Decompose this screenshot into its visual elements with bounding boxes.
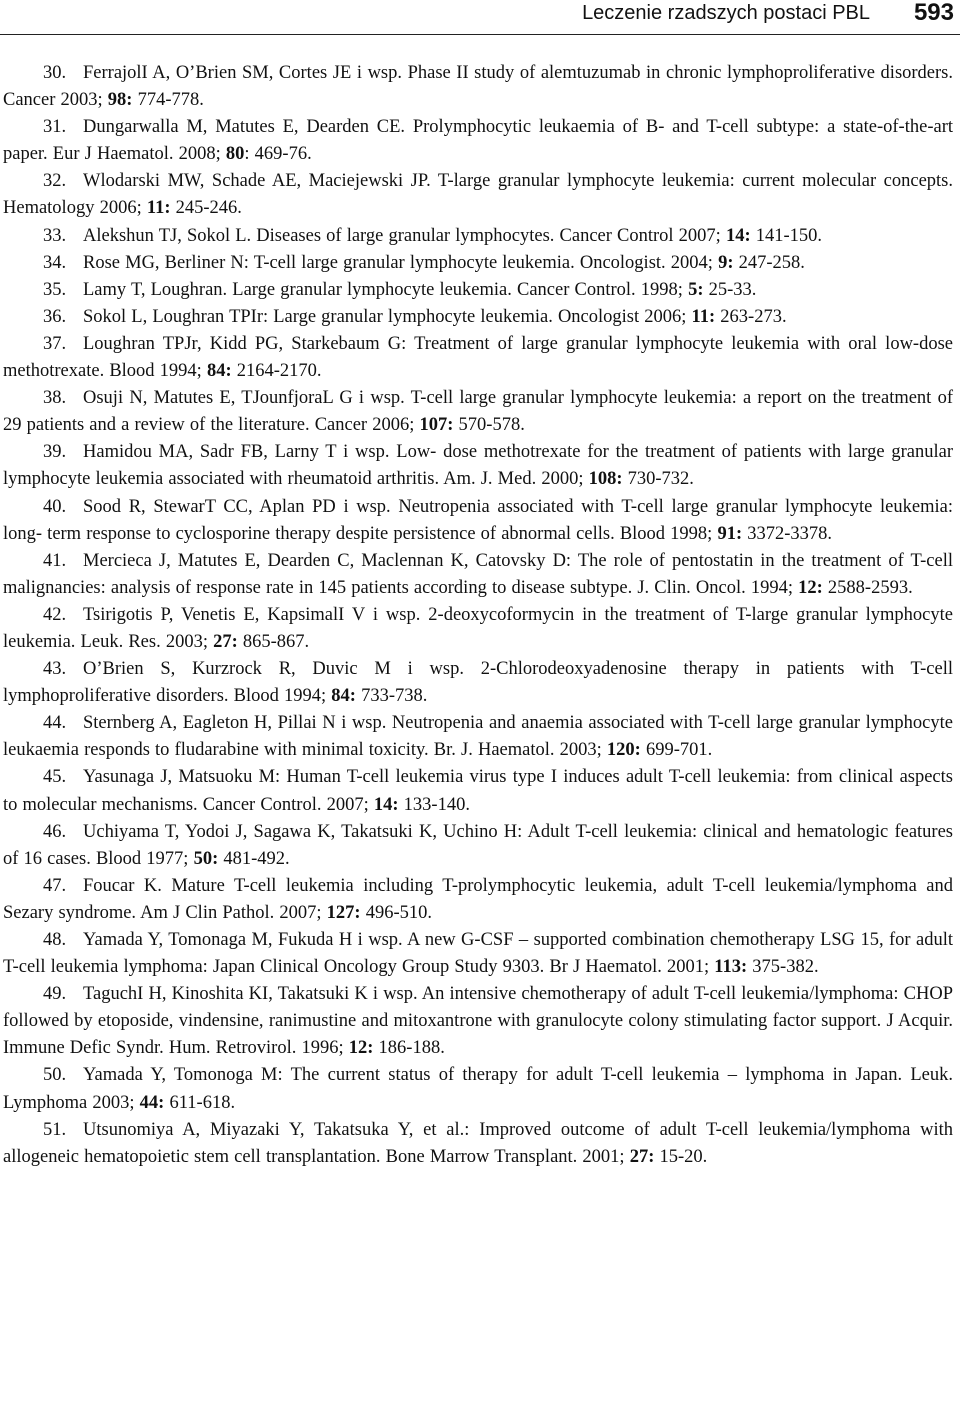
reference-volume: 14: [725,225,751,246]
reference-number: 46. [43,821,67,842]
running-header [0,0,960,37]
reference-volume: 50: [193,848,219,869]
reference-volume: 127: [326,902,361,923]
reference-text: 570-578. [453,415,525,436]
reference-text: Alekshun TJ, Sokol L. Diseases of large granular lymphocytes. Cancer Control 2007; [83,225,726,246]
reference-item [3,656,953,710]
reference-item [3,168,953,222]
reference-text: 245-246. [170,198,242,219]
reference-text: 25-33. [703,279,757,300]
reference-number: 49. [43,984,67,1005]
reference-number: 30. [43,63,67,83]
reference-text: Rose MG, Berliner N: T-cell large granular lymphocyte leukemia. Oncologist. 2004; [83,252,719,273]
reference-text: : 469-76. [244,144,312,165]
reference-text: Uchiyama T, Yodoi J, Sagawa K, Takatsuki K, Uchino H: Adult T-cell leukemia: clinical and hematologic features of 16 cases. Blood 1977; [3,821,953,869]
reference-text: Hamidou MA, Sadr FB, Larny T i wsp. Low- dose methotrexate for the treatment of patients with large granular lymphocyte leukemia associated with rheumatoid arthritis. Am. J. Med. 2000; [3,442,953,490]
reference-volume: 11: [146,198,171,219]
reference-item [3,60,953,114]
reference-volume: 84: [206,361,232,382]
reference-number: 40. [43,496,67,517]
reference-text: Utsunomiya A, Miyazaki Y, Takatsuka Y, et al.: Improved outcome of adult T-cell leukemia/lymphoma with allogeneic hematopoietic stem cell transplantation. Bone Marrow Transplant. 2001; [3,1119,953,1167]
reference-text: Tsirigotis P, Venetis E, KapsimalI V i wsp. 2-deoxycoformycin in the treatment of T-large granular lymphocyte leukemia. Leuk. Res. 2003; [3,604,953,652]
reference-number: 34. [43,252,67,273]
reference-item [3,223,953,250]
reference-text: 774-778. [132,90,204,111]
reference-text: Wlodarski MW, Schade AE, Maciejewski JP. T-large granular lymphocyte leukemia: current molecular concepts. Hematology 2006; [3,171,953,219]
reference-volume: 91: [717,523,743,544]
reference-text: Sokol L, Loughran TPIr: Large granular lymphocyte leukemia. Oncologist 2006; [83,306,692,327]
reference-volume: 107: [419,415,454,436]
reference-text: FerrajolI A, O’Brien SM, Cortes JE i wsp. Phase II study of alemtuzumab in chronic lymphoproliferative disorders. Cancer 2003; [3,63,953,111]
reference-item [3,439,953,493]
reference-item [3,927,953,981]
reference-text: 2164-2170. [231,361,322,382]
reference-number: 44. [43,713,67,734]
reference-number: 50. [43,1065,67,1086]
reference-list [3,60,953,1171]
reference-volume: 12: [348,1038,374,1059]
reference-text: 15-20. [654,1146,708,1167]
reference-volume: 84: [331,686,356,707]
header-divider [0,34,960,35]
reference-number: 36. [43,306,67,327]
reference-text: O’Brien S, Kurzrock R, Duvic M i wsp. 2-Chlorodeoxyadenosine therapy in patients with T-cell lymphoproliferative disorders. Blood 1994; [3,659,953,707]
reference-number: 51. [43,1119,67,1140]
reference-volume: 27: [629,1146,655,1167]
reference-number: 41. [43,550,67,571]
reference-number: 47. [43,875,67,896]
reference-item [3,331,953,385]
reference-volume: 9: [718,252,734,273]
reference-text: 733-738. [355,686,428,707]
reference-text: Dungarwalla M, Matutes E, Dearden CE. Prolymphocytic leukaemia of B- and T-cell subtype: a state-of-the-art paper. Eur J Haematol. 2008; [3,117,953,165]
reference-item [3,819,953,873]
reference-number: 42. [43,604,67,625]
reference-text: Loughran TPJr, Kidd PG, Starkebaum G: Treatment of large granular lymphocyte leukemia with oral low-dose methotrexate. Blood 1994; [3,333,953,382]
reference-number: 32. [43,171,67,192]
reference-item [3,385,953,439]
reference-text: 481-492. [218,848,290,869]
reference-item [3,250,953,277]
reference-item [3,114,953,168]
reference-number: 43. [43,659,67,680]
reference-number: 37. [43,333,67,354]
reference-volume: 120: [606,740,641,761]
reference-text: Foucar K. Mature T-cell leukemia including T-prolymphocytic leukemia, adult T-cell leukemia/lymphoma and Sezary syndrome. Am J Clin Pathol. 2007; [3,875,953,923]
reference-text: Sood R, StewarT CC, Aplan PD i wsp. Neutropenia associated with T-cell large granular lymphocyte leukemia: long- term response to cyclosporine therapy despite persistence of abnormal cells. Blood 1998; [3,496,953,544]
reference-text: 699-701. [640,740,713,761]
reference-text: Osuji N, Matutes E, TJounfjoraL G i wsp. T-cell large granular lymphocyte leukemia: a report on the treatment of 29 patients and a review of the literature. Cancer 2006; [3,388,953,436]
reference-text: 375-382. [747,957,819,978]
reference-volume: 113: [714,957,748,978]
reference-volume: 44: [139,1092,165,1113]
reference-number: 45. [43,767,67,788]
reference-number: 48. [43,930,67,950]
reference-volume: 98: [107,90,133,111]
reference-text: 865-867. [237,631,310,652]
reference-text: Lamy T, Loughran. Large granular lymphocyte leukemia. Cancer Control. 1998; [83,279,689,300]
reference-text: Sternberg A, Eagleton H, Pillai N i wsp. Neutropenia and anaemia associated with T-cell large granular lymphocyte leukaemia responds to fludarabine with minimal toxicity. Br. J. Haematol. 2003; [3,713,953,761]
reference-item [3,764,953,818]
reference-volume: 27: [213,631,238,652]
reference-number: 38. [43,388,67,409]
reference-item [3,494,953,548]
reference-item [3,873,953,927]
reference-text: 496-510. [360,902,432,923]
reference-number: 39. [43,442,67,463]
reference-volume: 11: [691,306,716,327]
reference-number: 35. [43,279,67,300]
reference-item [3,277,953,304]
reference-item [3,710,953,764]
reference-volume: 5: [688,279,704,300]
reference-text: Yasunaga J, Matsuoku M: Human T-cell leukemia virus type I induces adult T-cell leukemia: from clinical aspects to molecular mechanisms. Cancer Control. 2007; [3,767,953,815]
reference-item [3,981,953,1062]
page-number: 593 [913,0,954,26]
reference-item [3,1117,953,1171]
reference-text: 186-188. [373,1038,445,1059]
reference-item [3,1062,953,1116]
reference-text: 133-140. [398,794,470,815]
reference-item [3,548,953,602]
reference-item [3,602,953,656]
reference-volume: 14: [373,794,399,815]
running-title: Leczenie rzadszych postaci PBL [582,2,870,24]
reference-number: 33. [43,225,67,246]
reference-number: 31. [43,117,67,138]
reference-text: TaguchI H, Kinoshita KI, Takatsuki K i wsp. An intensive chemotherapy of adult T-cell leukemia/lymphoma: CHOP followed by etoposide, vindensine, ranimustine and mitoxantrone with granulocyte colony stimulating factor support. J Acquir. Immune Defic Syndr. Hum. Retrovirol. 1996; [3,984,953,1059]
reference-text: Yamada Y, Tomonaga M, Fukuda H i wsp. A new G-CSF – supported combination chemotherapy LSG 15, for adult T-cell leukemia lymphoma: Japan Clinical Oncology Group Study 9303. Br J Haematol. 2001; [3,930,953,978]
reference-text: 3372-3378. [742,523,833,544]
reference-text: 2588-2593. [822,577,913,598]
reference-text: 730-732. [622,469,694,490]
reference-text: 247-258. [733,252,805,273]
reference-text: Yamada Y, Tomonoga M: The current status of therapy for adult T-cell leukemia – lymphoma in Japan. Leuk. Lymphoma 2003; [3,1065,953,1113]
reference-volume: 12: [798,577,823,598]
reference-text: 263-273. [715,306,787,327]
reference-item [3,304,953,331]
reference-volume: 80 [225,144,245,165]
reference-volume: 108: [588,469,623,490]
reference-text: Mercieca J, Matutes E, Dearden C, Maclennan K, Catovsky D: The role of pentostatin in the treatment of T-cell malignancies: analysis of response rate in 145 patients according to disease subtype. J. Clin. Oncol. 1994; [3,550,953,598]
reference-text: 611-618. [164,1092,236,1113]
reference-text: 141-150. [750,225,823,246]
